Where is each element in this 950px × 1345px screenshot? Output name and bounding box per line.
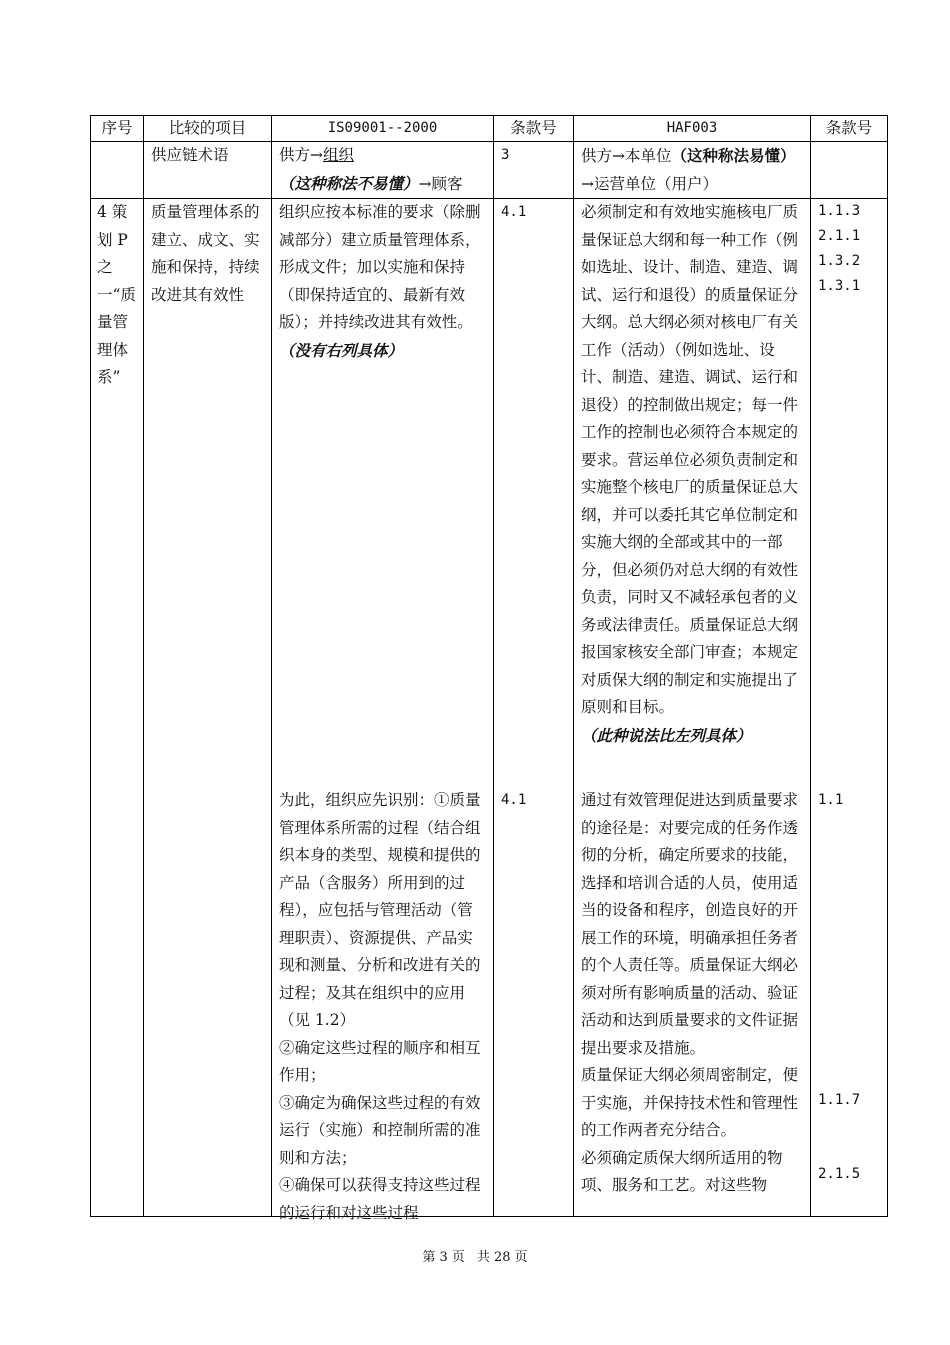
cell-clause-iso — [494, 142, 574, 199]
iso-paragraph: 组织应按本标准的要求（除删减部分）建立质量管理体系，形成文件；加以实施和保持（即保持适宜的、最新有效版）；并持续改进其有效性。 — [279, 203, 481, 331]
cell-haf — [574, 142, 811, 199]
cell-item — [144, 142, 272, 199]
clause-number: 2.1.5 — [818, 1166, 861, 1182]
table-row — [91, 142, 888, 199]
cell-item — [144, 199, 272, 1217]
haf-text-end: →运营单位（用户） — [581, 174, 718, 193]
cell-clause-iso — [494, 199, 574, 1217]
cell-seq — [91, 142, 144, 199]
iso-paragraph: 为此，组织应先识别：①质量管理体系所需的过程（结合组织本身的类型、规模和提供的产品（含服务）所用到的过程），应包括与管理活动（管理职责）、资源提供、产品实现和测量、分析和改进有关的过程；及其在组织中的应用（见 1.2） — [279, 791, 481, 1029]
iso-comment: （没有右列具体） — [279, 340, 404, 360]
haf-text: 供方→本单位 — [581, 147, 672, 165]
item-text: 质量管理体系的建立、成文、实施和保持，持续改进其有效性 — [151, 203, 260, 304]
clause-number: 2.1.1 — [818, 228, 861, 244]
iso-comment: （这种称法不易懂） — [279, 173, 419, 193]
page-total: 共 28 页 — [476, 1250, 528, 1265]
clause-number: 3 — [501, 147, 510, 163]
cell-clause-haf — [811, 142, 888, 199]
iso-text-end: →顾客 — [418, 174, 463, 193]
iso-paragraph: ②确定这些过程的顺序和相互作用； — [279, 1038, 481, 1084]
table-row — [91, 199, 888, 1217]
cell-seq — [91, 199, 144, 1217]
iso-text: 供方→ — [279, 146, 323, 164]
seq-text: 4 策划 P 之一“质量管理体系” — [97, 203, 136, 386]
clause-number: 1.1 — [818, 792, 844, 808]
clause-number: 1.3.2 — [818, 253, 861, 269]
header-item: 比较的项目 — [144, 116, 272, 142]
header-iso: IS09001--2000 — [272, 116, 494, 142]
header-clause-iso: 条款号 — [494, 116, 574, 142]
haf-comment: （此种说法比左列具体） — [581, 725, 752, 745]
clause-number: 1.3.1 — [818, 278, 861, 294]
cell-iso — [272, 199, 494, 1222]
iso-paragraph: ④确保可以获得支持这些过程的运行和对这些过程 — [279, 1176, 481, 1222]
cell-clause-haf — [811, 199, 888, 1217]
clause-number: 4.1 — [501, 792, 527, 808]
haf-paragraph: 通过有效管理促进达到质量要求的途径是：对要完成的任务作透彻的分析，确定所要求的技能，选择和培训合适的人员，使用适当的设备和程序，创造良好的开展工作的环境，明确承担任务者的个人责任等。质量保证大纲必须对所有影响质量的活动、验证活动和达到质量要求的文件证据提出要求及措施。 — [581, 791, 799, 1057]
page-number: 第 3 页 — [422, 1250, 465, 1265]
clause-number: 1.1.7 — [818, 1092, 861, 1108]
header-clause-haf: 条款号 — [811, 116, 888, 142]
clause-number: 4.1 — [501, 204, 527, 220]
header-row — [91, 116, 888, 142]
cell-haf — [574, 199, 811, 1217]
haf-paragraph: 必须确定质保大纲所适用的物项、服务和工艺。对这些物 — [581, 1148, 783, 1194]
page-footer — [0, 1246, 950, 1265]
header-seq: 序号 — [91, 116, 144, 142]
comparison-table — [90, 115, 888, 1222]
haf-comment: （这种称法易懂） — [671, 146, 796, 165]
item-text: 供应链术语 — [151, 146, 229, 164]
header-haf: HAF003 — [574, 116, 811, 142]
haf-paragraph: 必须制定和有效地实施核电厂质量保证总大纲和每一种工作（例如选址、设计、制造、建造、调试、运行和退役）的质量保证分大纲。总大纲必须对核电厂有关工作（活动）（例如选址、设计、制造、建造、调试、运行和退役）的控制做出规定；每一件工作的控制也必须符合本规定的要求。营运单位必须负责制定和实施整个核电厂的质量保证总大纲，并可以委托其它单位制定和实施大纲的全部或其中的一部分，但必须仍对总大纲的有效性负责，同时又不减轻承包者的义务或法律责任。质量保证总大纲报国家核安全部门审查；本规定对质保大纲的制定和实施提出了原则和目标。 — [581, 203, 799, 716]
iso-paragraph: ③确定为确保这些过程的有效运行（实施）和控制所需的准则和方法； — [279, 1093, 481, 1167]
haf-paragraph: 质量保证大纲必须周密制定，便于实施，并保持技术性和管理性的工作两者充分结合。 — [581, 1066, 799, 1139]
cell-iso — [272, 142, 494, 199]
iso-term: 组织 — [323, 146, 355, 164]
clause-number: 1.1.3 — [818, 203, 861, 219]
